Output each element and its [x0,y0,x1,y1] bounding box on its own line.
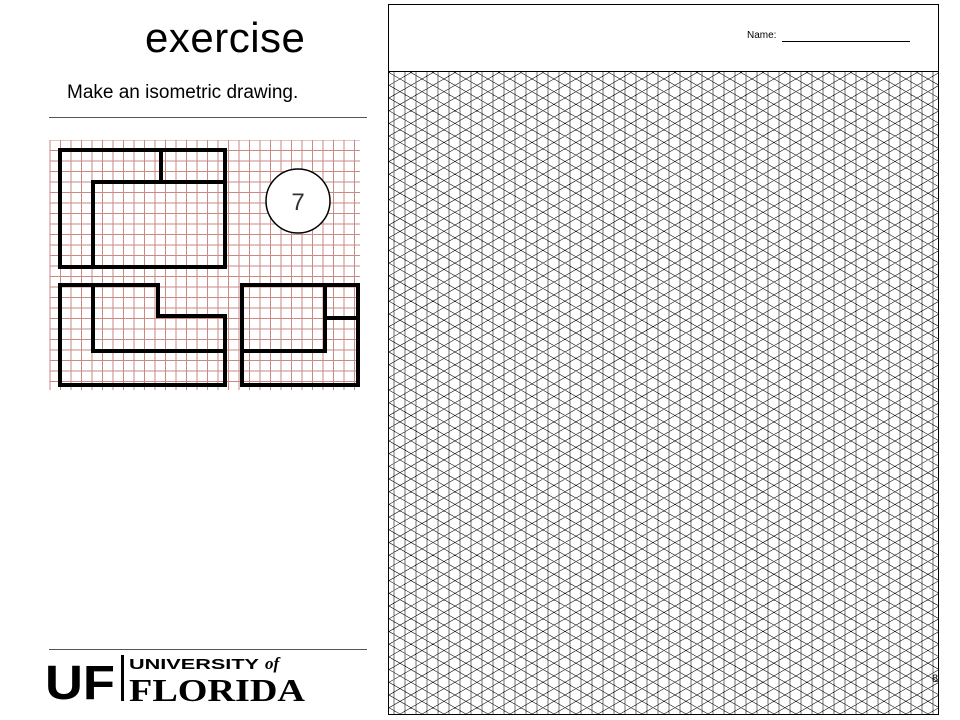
slide-instruction: Make an isometric drawing. [67,82,299,103]
logo-divider [121,655,124,701]
isometric-worksheet [388,4,939,715]
name-field-line[interactable] [782,41,910,42]
divider-top [49,117,367,118]
top-view-outline [60,150,225,267]
logo-of: of [265,654,280,673]
name-label: Name: [747,30,777,41]
logo-florida: FLORIDA [129,672,305,705]
worksheet-header [389,5,938,72]
problem-number: 7 [291,189,305,216]
logo-university: UNIVERSITY [129,656,259,673]
page-number: 8 [932,673,939,685]
divider-bottom [49,649,367,650]
front-view-outline [60,285,225,385]
isometric-grid[interactable] [389,72,938,714]
slide-title: exercise [145,14,306,61]
logo-mark: UF [45,657,115,705]
university-of-florida-logo [45,653,315,705]
isometric-grid-lines [389,72,938,714]
side-view-outline [242,285,358,385]
orthographic-views-figure [40,140,370,395]
